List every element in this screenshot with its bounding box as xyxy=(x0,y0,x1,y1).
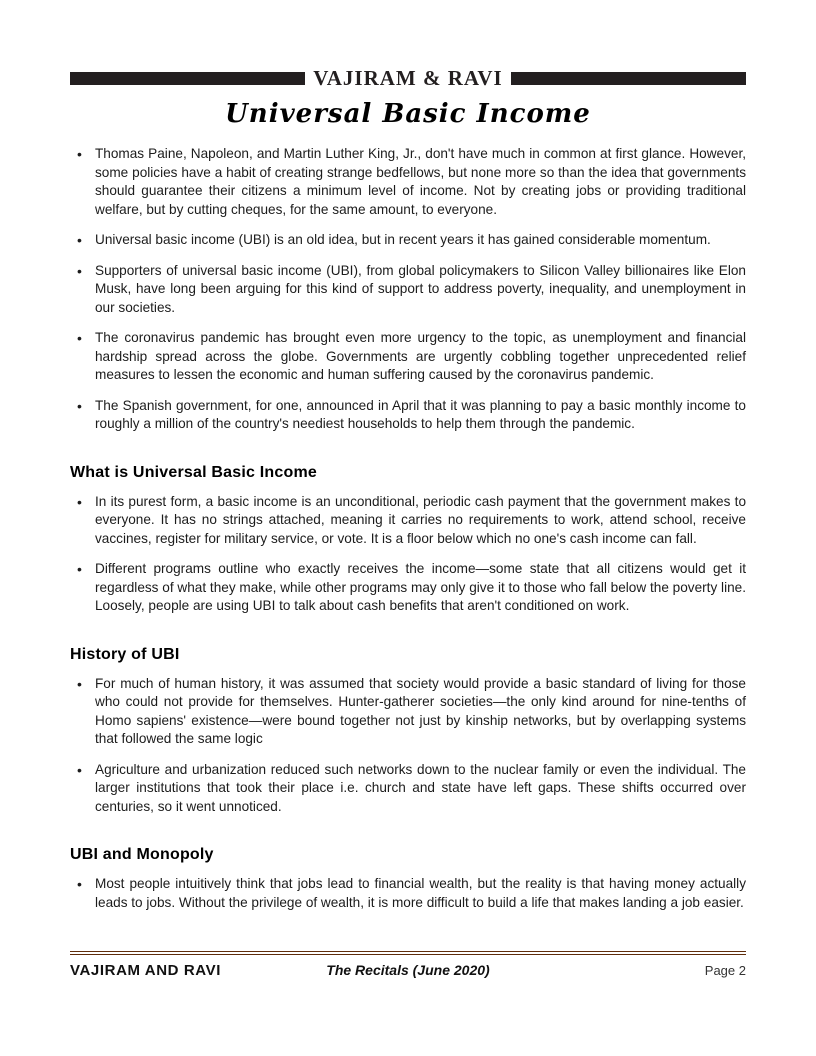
page-footer xyxy=(70,951,746,979)
what-is-ubi-bullet-2: • Different programs outline who exactly receives the income—some state that all citizens would get it regardless of what they make, while other programs may only give it to those who fall below the poverty line. Loosely, people are using UBI to talk about cash benefits that aren't conditioned on work. xyxy=(70,560,746,616)
intro-bullet-list xyxy=(70,145,746,434)
intro-bullet-5: • The Spanish government, for one, announced in April that it was planning to pay a basic monthly income to roughly a million of the country's neediest households to help them through the pandemic. xyxy=(70,397,746,434)
header-bar-left xyxy=(70,72,305,85)
history-of-ubi-bullet-2: • Agriculture and urbanization reduced such networks down to the nuclear family or even the individual. The larger institutions that took their place i.e. church and state have left gaps. These shifts occurred over centuries, so it went unnoticed. xyxy=(70,761,746,817)
footer-page-number: Page 2 xyxy=(704,963,746,978)
intro-bullet-4: • The coronavirus pandemic has brought even more urgency to the topic, as unemployment and financial hardship spread across the globe. Governments are urgently cobbling together unprecedented relief measures to lessen the economic and human suffering caused by the coronavirus pandemic. xyxy=(70,329,746,385)
ubi-and-monopoly-bullet-list xyxy=(70,875,746,912)
what-is-ubi-bullet-list xyxy=(70,493,746,616)
brand-name: VAJIRAM & RAVI xyxy=(313,66,503,90)
footer-row xyxy=(70,962,746,979)
section-heading-history-of-ubi: History of UBI xyxy=(70,645,180,663)
intro-bullet-1: • Thomas Paine, Napoleon, and Martin Luther King, Jr., don't have much in common at first glance. However, some policies have a habit of creating strange bedfellows, but none more so than the idea that governments should guarantee their citizens a minimum level of income. Not by creating jobs or providing traditional welfare, but by cutting cheques, for the same amount, to everyone. xyxy=(70,145,746,219)
header-brand xyxy=(70,66,746,91)
history-of-ubi-bullet-1: • For much of human history, it was assumed that society would provide a basic standard of living for those who could not provide for themselves. Hunter-gatherer societies—the only kind around for nine-tenths of Homo sapiens' existence—were bound together not just by kinship networks, but by overlapping systems that followed the same logic xyxy=(70,675,746,749)
intro-bullet-2: • Universal basic income (UBI) is an old idea, but in recent years it has gained considerable momentum. xyxy=(70,231,746,250)
section-heading-ubi-and-monopoly: UBI and Monopoly xyxy=(70,846,214,863)
section-heading-what-is-ubi: What is Universal Basic Income xyxy=(70,463,317,481)
footer-brand: VAJIRAM AND RAVI xyxy=(70,962,221,979)
footer-publication: The Recitals (June 2020) xyxy=(326,962,490,978)
footer-divider xyxy=(70,951,746,955)
header-bar-right xyxy=(511,72,746,85)
page-title: Universal Basic Income xyxy=(225,99,591,129)
what-is-ubi-bullet-1: • In its purest form, a basic income is an unconditional, periodic cash payment that the government makes to everyone. It has no strings attached, meaning it carries no requirements to work, attend school, receive vaccines, register for military service, or vote. It is a floor below which no one's cash income can fall. xyxy=(70,493,746,549)
history-of-ubi-bullet-list xyxy=(70,675,746,817)
intro-bullet-3: • Supporters of universal basic income (UBI), from global policymakers to Silicon Valley billionaires like Elon Musk, have long been arguing for this kind of support to address poverty, inequality, and unemployment in our societies. xyxy=(70,262,746,318)
ubi-and-monopoly-bullet-1: • Most people intuitively think that jobs lead to financial wealth, but the reality is that having money actually leads to jobs. Without the privilege of wealth, it is more difficult to build a life that makes landing a job easier. xyxy=(70,875,746,912)
